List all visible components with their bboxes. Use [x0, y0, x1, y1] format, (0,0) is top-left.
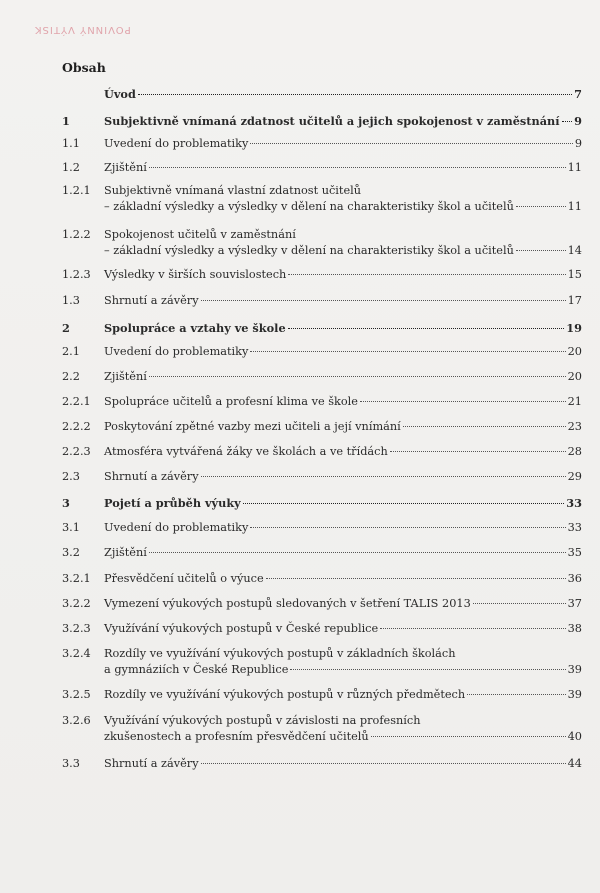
- toc-title: Pojetí a průběh výuky: [104, 496, 241, 510]
- toc-page-number: 9: [574, 137, 582, 150]
- toc-page-number: 7: [574, 87, 582, 101]
- dot-leader: [473, 600, 566, 604]
- toc-number: 3.2.5: [62, 688, 91, 701]
- toc-title: – základní výsledky a výsledky v dělení na charakteristiky škol a učitelů: [104, 200, 514, 213]
- toc-title: Zjištění: [104, 370, 147, 383]
- dot-leader: [201, 297, 566, 301]
- toc-page-number: 9: [574, 114, 582, 128]
- dot-leader: [380, 625, 565, 629]
- toc-title: Využívání výukových postupů v České republice: [104, 622, 379, 635]
- toc-title: Atmosféra vytvářená žáky ve školách a ve třídách: [104, 445, 388, 458]
- toc-title: – základní výsledky a výsledky v dělení na charakteristiky škol a učitelů: [104, 244, 514, 257]
- toc-title-line: Spokojenost učitelů v zaměstnání: [104, 228, 296, 241]
- page-title: Obsah: [62, 60, 106, 75]
- toc-title: zkušenostech a profesním přesvědčení učitelů: [104, 730, 369, 743]
- toc-title: Zjištění: [104, 546, 147, 559]
- toc-title: Výsledky v širších souvislostech: [104, 268, 287, 281]
- toc-number: 3.3: [62, 757, 80, 770]
- toc-page-number: 23: [567, 420, 582, 433]
- toc-number: 1.2.3: [62, 268, 91, 281]
- library-stamp: POVINNÝ VÝTISK: [34, 24, 131, 35]
- toc-title: a gymnáziích v České Republice: [104, 663, 289, 676]
- toc-title: Úvod: [104, 87, 136, 101]
- toc-page-number: 37: [567, 597, 582, 610]
- dot-leader: [243, 500, 565, 504]
- toc-number: 3: [62, 496, 70, 510]
- toc-title: Uvedení do problematiky: [104, 521, 249, 534]
- toc-title: Subjektivně vnímaná zdatnost učitelů a jejich spokojenost v zaměstnání: [104, 114, 560, 128]
- dot-leader: [149, 164, 566, 168]
- dot-leader: [467, 691, 565, 695]
- toc-title-line: Rozdíly ve využívání výukových postupů v základních školách: [104, 647, 456, 660]
- dot-leader: [250, 140, 572, 144]
- toc-number: 3.1: [62, 521, 80, 534]
- dot-leader: [371, 733, 566, 737]
- dot-leader: [201, 760, 566, 764]
- dot-leader: [266, 575, 566, 579]
- toc-title: Přesvědčení učitelů o výuce: [104, 572, 264, 585]
- toc-page-number: 21: [567, 395, 582, 408]
- toc-title: Spolupráce a vztahy ve škole: [104, 321, 286, 335]
- toc-page-number: 14: [567, 244, 582, 257]
- toc-number: 3.2.6: [62, 714, 91, 727]
- dot-leader: [250, 348, 565, 352]
- dot-leader: [149, 549, 566, 553]
- toc-number: 2.2.3: [62, 445, 91, 458]
- toc-page-number: 19: [566, 321, 582, 335]
- toc-number: 3.2.3: [62, 622, 91, 635]
- toc-number: 3.2.2: [62, 597, 91, 610]
- toc-page-number: 29: [567, 470, 582, 483]
- dot-leader: [390, 448, 566, 452]
- toc-number: 2.2.1: [62, 395, 91, 408]
- toc-page-number: 33: [567, 521, 582, 534]
- toc-number: 3.2.4: [62, 647, 91, 660]
- toc-page-number: 39: [567, 663, 582, 676]
- toc-number: 3.2: [62, 546, 80, 559]
- toc-title: Shrnutí a závěry: [104, 757, 199, 770]
- toc-title: Poskytování zpětné vazby mezi učiteli a její vnímání: [104, 420, 401, 433]
- toc-page-number: 20: [567, 345, 582, 358]
- toc-page-number: 20: [567, 370, 582, 383]
- toc-title: Shrnutí a závěry: [104, 294, 199, 307]
- toc-page-number: 39: [567, 688, 582, 701]
- toc-page-number: 33: [566, 496, 582, 510]
- toc-title: Shrnutí a závěry: [104, 470, 199, 483]
- toc-number: 1.3: [62, 294, 80, 307]
- toc-page-number: 28: [567, 445, 582, 458]
- toc-number: 2.2: [62, 370, 80, 383]
- toc-page-number: 11: [567, 200, 582, 213]
- dot-leader: [138, 91, 572, 95]
- toc-title-line: Využívání výukových postupů v závislosti na profesních: [104, 714, 421, 727]
- dot-leader: [403, 423, 566, 427]
- dot-leader: [562, 118, 573, 122]
- toc-number: 3.2.1: [62, 572, 91, 585]
- dot-leader: [149, 373, 566, 377]
- dot-leader: [250, 524, 565, 528]
- toc-title-line: Subjektivně vnímaná vlastní zdatnost učitelů: [104, 184, 362, 197]
- dot-leader: [288, 325, 565, 329]
- toc-number: 2: [62, 321, 70, 335]
- toc-page-number: 17: [567, 294, 582, 307]
- toc-page-number: 11: [567, 161, 582, 174]
- toc-number: 2.1: [62, 345, 80, 358]
- toc-title: Zjištění: [104, 161, 147, 174]
- dot-leader: [290, 666, 565, 670]
- toc-page-number: 44: [567, 757, 582, 770]
- toc-number: 1.2.2: [62, 228, 91, 241]
- toc-page-number: 15: [567, 268, 582, 281]
- toc-title: Vymezení výukových postupů sledovaných v šetření TALIS 2013: [104, 597, 471, 610]
- dot-leader: [360, 398, 566, 402]
- toc-page-number: 36: [567, 572, 582, 585]
- toc-number: 1: [62, 114, 70, 128]
- toc-title: Spolupráce učitelů a profesní klima ve škole: [104, 395, 358, 408]
- dot-leader: [288, 271, 565, 275]
- toc-number: 1.2.1: [62, 184, 91, 197]
- toc-page-number: 40: [567, 730, 582, 743]
- toc-page-number: 38: [567, 622, 582, 635]
- toc-number: 2.3: [62, 470, 80, 483]
- toc-title: Rozdíly ve využívání výukových postupů v různých předmětech: [104, 688, 466, 701]
- toc-title: Uvedení do problematiky: [104, 345, 249, 358]
- toc-title: Uvedení do problematiky: [104, 137, 249, 150]
- toc-number: 2.2.2: [62, 420, 91, 433]
- dot-leader: [201, 473, 566, 477]
- toc-page-number: 35: [567, 546, 582, 559]
- toc-number: 1.1: [62, 137, 80, 150]
- dot-leader: [516, 203, 566, 207]
- toc-number: 1.2: [62, 161, 80, 174]
- dot-leader: [516, 247, 566, 251]
